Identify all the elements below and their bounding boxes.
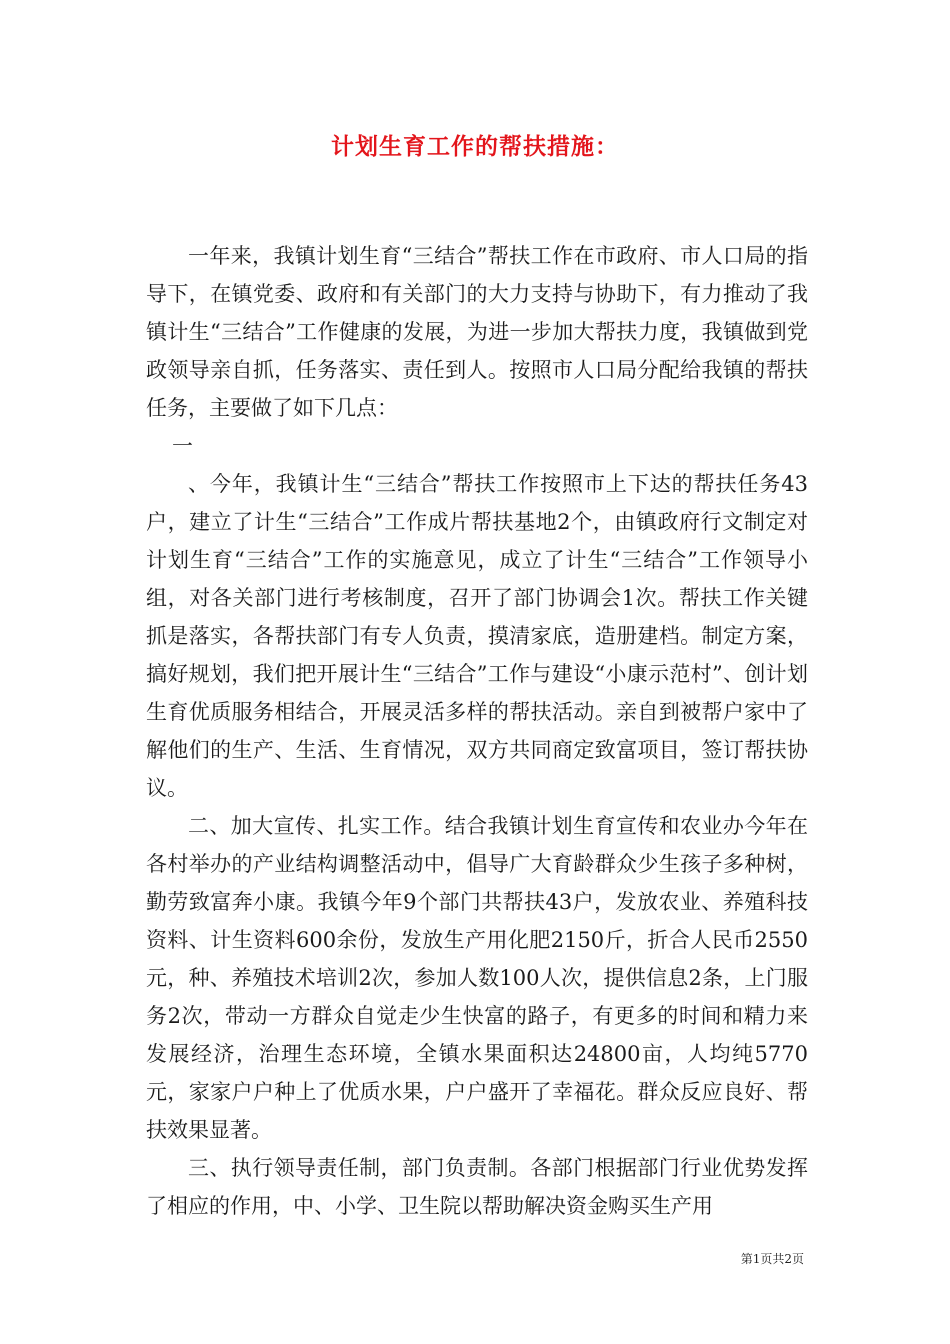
document-body — [146, 237, 808, 1225]
document-title: 计划生育工作的帮扶措施： — [331, 134, 619, 160]
intro-paragraph: 一年来，我镇计划生育“三结合”帮扶工作在市政府、市人口局的指导下，在镇党委、政府和有关部门的大力支持与协助下，有力推动了我镇计生“三结合”工作健康的发展，为进一步加大帮扶力度，我镇做到党政领导亲自抓，任务落实、责任到人。按照市人口局分配给我镇的帮扶任务，主要做了如下几点： — [146, 244, 808, 420]
section-one-paragraph: 、今年，我镇计生“三结合”帮扶工作按照市上下达的帮扶任务43户，建立了计生“三结合”工作成片帮扶基地2个，由镇政府行文制定对计划生育“三结合”工作的实施意见，成立了计生“三结合”工作领导小组，对各关部门进行考核制度，召开了部门协调会1次。帮扶工作关键抓是落实，各帮扶部门有专人负责，摸清家底，造册建档。制定方案，搞好规划，我们把开展计生“三结合”工作与建设“小康示范村”、创计划生育优质服务相结合，开展灵活多样的帮扶活动。亲自到被帮户家中了解他们的生产、生活、生育情况，双方共同商定致富项目，签订帮扶协议。 — [146, 472, 808, 800]
section-two-paragraph: 二、加大宣传、扎实工作。结合我镇计划生育宣传和农业办今年在各村举办的产业结构调整活动中，倡导广大育龄群众少生孩子多种树，勤劳致富奔小康。我镇今年9个部门共帮扶43户，发放农业、养殖科技资料、计生资料600余份，发放生产用化肥2150斤，折合人民币2550元，种、养殖技术培训2次，参加人数100人次，提供信息2条，上门服务2次，带动一方群众自觉走少生快富的路子，有更多的时间和精力来发展经济，治理生态环境，全镇水果面积达24800亩，人均纯5770元，家家户户种上了优质水果，户户盛开了幸福花。群众反应良好、帮扶效果显著。 — [146, 814, 808, 1142]
page-number: 第1页共2页 — [740, 1252, 804, 1266]
section-one-marker: 一 — [172, 434, 193, 458]
section-three-paragraph: 三、执行领导责任制，部门负责制。各部门根据部门行业优势发挥了相应的作用，中、小学、卫生院以帮助解决资金购买生产用 — [146, 1156, 808, 1218]
